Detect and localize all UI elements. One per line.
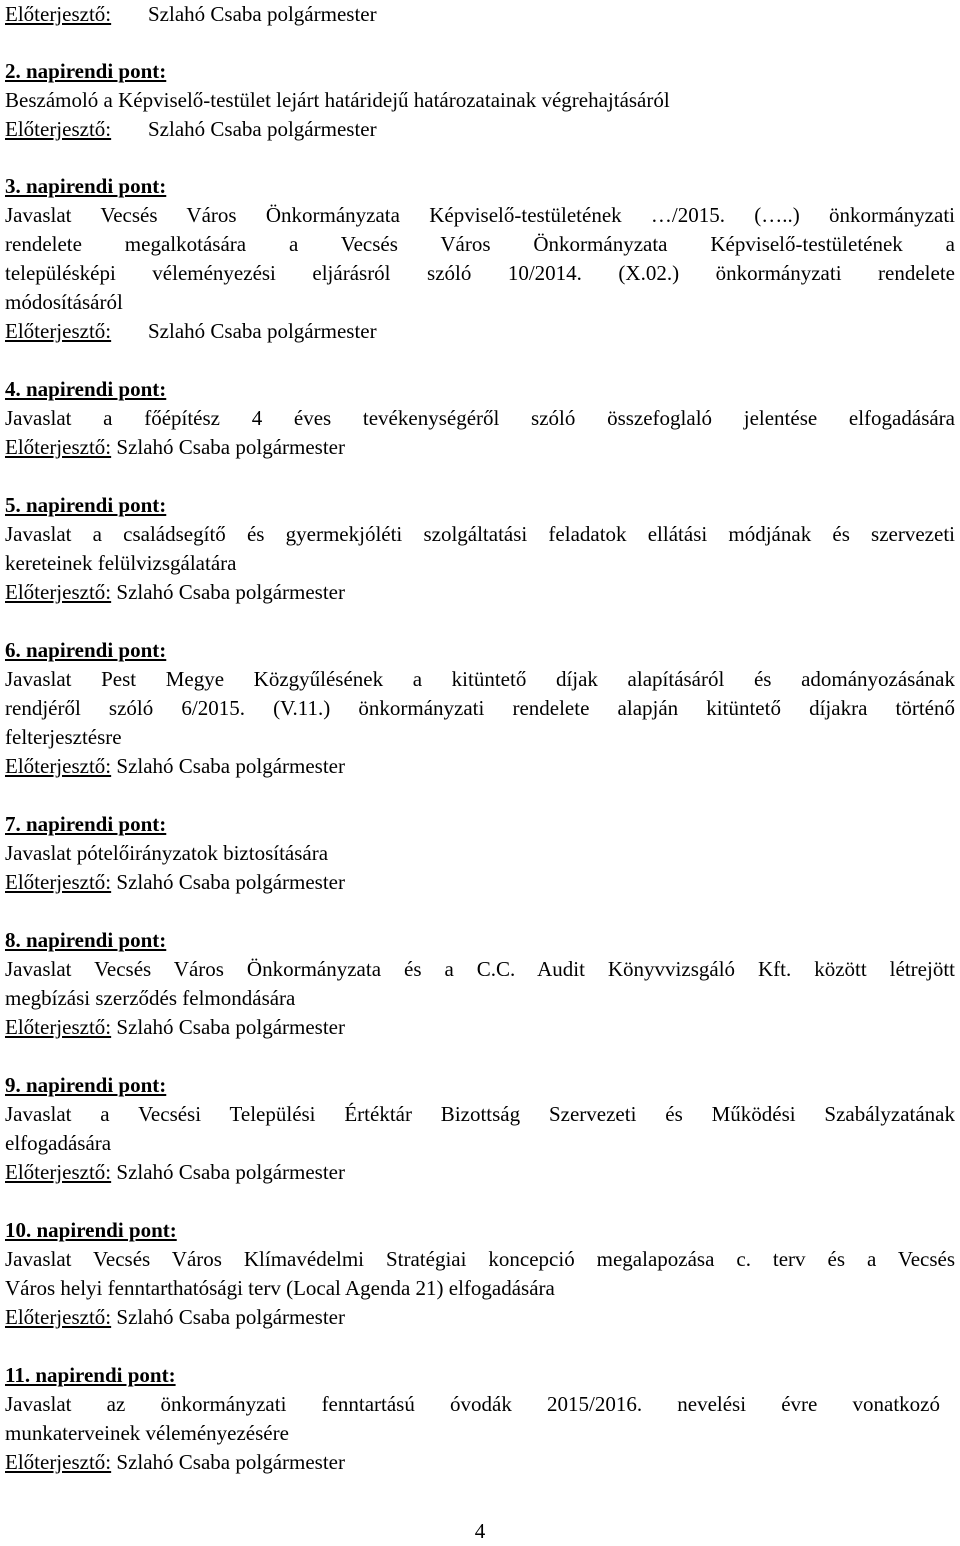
agenda-item-text: Javaslat Vecsés Város Klímavédelmi Stratégiai koncepció megalapozása c. terv és a Vecsés [5, 1247, 955, 1271]
presenter-name: Szlahó Csaba polgármester [116, 1305, 345, 1329]
presenter-label: Előterjesztő: [5, 319, 112, 343]
presenter-label: Előterjesztő: [5, 1450, 112, 1474]
agenda-item-heading: 5. napirendi pont: [5, 493, 167, 517]
agenda-item-text: Javaslat Vecsés Város Önkormányzata és a C.C. Audit Könyvvizsgáló Kft. között létrejött [5, 957, 955, 981]
presenter-label: Előterjesztő: [5, 1015, 112, 1039]
presenter-name: Szlahó Csaba polgármester [116, 580, 345, 604]
presenter-label: Előterjesztő: [5, 754, 112, 778]
agenda-item-heading: 10. napirendi pont: [5, 1218, 177, 1242]
agenda-item-heading: 3. napirendi pont: [5, 174, 167, 198]
agenda-item [5, 1216, 955, 1332]
agenda-item-text: módosításáról [5, 290, 123, 314]
agenda-item [5, 810, 955, 897]
presenter-name: Szlahó Csaba polgármester [148, 2, 377, 26]
agenda-item-text: Javaslat Vecsés Város Önkormányzata Képviselő-testületének …/2015. (…..) önkormányzati [5, 203, 955, 227]
agenda-item [5, 1361, 955, 1477]
agenda-item [5, 57, 955, 144]
presenter-line [5, 578, 955, 607]
agenda-item-text: Javaslat Pest Megye Közgyűlésének a kitüntető díjak alapításáról és adományozásának [5, 667, 955, 691]
presenter-line [5, 752, 955, 781]
presenter-name: Szlahó Csaba polgármester [116, 754, 345, 778]
presenter-line [5, 1158, 955, 1187]
presenter-name: Szlahó Csaba polgármester [116, 1015, 345, 1039]
agenda-item-text: kereteinek felülvizsgálatára [5, 551, 237, 575]
agenda-item-heading: 7. napirendi pont: [5, 812, 167, 836]
agenda-item-text: felterjesztésre [5, 725, 122, 749]
presenter-line [5, 1013, 955, 1042]
agenda-item-text: rendjéről szóló 6/2015. (V.11.) önkormányzati rendelete alapján kitüntető díjakra történő [5, 696, 955, 720]
presenter-label: Előterjesztő: [5, 1160, 112, 1184]
agenda-item-text: munkaterveinek véleményezésére [5, 1421, 289, 1445]
agenda-item-heading: 9. napirendi pont: [5, 1073, 167, 1097]
agenda-item-text: Javaslat a családsegítő és gyermekjóléti szolgáltatási feladatok ellátási módjának és szervezeti [5, 522, 955, 546]
presenter-line [5, 317, 955, 346]
agenda-item [5, 1071, 955, 1187]
agenda-item-text: rendelete megalkotására a Vecsés Város Önkormányzata Képviselő-testületének a [5, 232, 955, 256]
agenda-item-text: Javaslat a Vecsési Települési Értéktár Bizottság Szervezeti és Működési Szabályzatának [5, 1102, 955, 1126]
presenter-name: Szlahó Csaba polgármester [116, 870, 345, 894]
agenda-item-text: Javaslat a főépítész 4 éves tevékenységéről szóló összefoglaló jelentése elfogadására [5, 406, 955, 430]
agenda-item-text: Város helyi fenntarthatósági terv (Local Agenda 21) elfogadására [5, 1276, 555, 1300]
presenter-name: Szlahó Csaba polgármester [116, 435, 345, 459]
agenda-item-heading: 8. napirendi pont: [5, 928, 167, 952]
presenter-line [5, 1448, 955, 1477]
presenter-name: Szlahó Csaba polgármester [116, 1160, 345, 1184]
agenda-item [5, 926, 955, 1042]
agenda-item [5, 172, 955, 346]
presenter-line [5, 868, 955, 897]
presenter-label: Előterjesztő: [5, 580, 112, 604]
presenter-line [5, 1303, 955, 1332]
agenda-item-text: Beszámoló a Képviselő-testület lejárt határidejű határozatainak végrehajtásáról [5, 88, 670, 112]
presenter-label: Előterjesztő: [5, 870, 112, 894]
agenda-item-heading: 6. napirendi pont: [5, 638, 167, 662]
presenter-name: Szlahó Csaba polgármester [148, 117, 377, 141]
agenda-item-text: településképi véleményezési eljárásról szóló 10/2014. (X.02.) önkormányzati rendelete [5, 261, 955, 285]
presenter-label: Előterjesztő: [5, 117, 112, 141]
agenda-item [5, 491, 955, 607]
agenda-item-text: Javaslat pótelőirányzatok biztosítására [5, 841, 329, 865]
agenda-item [5, 375, 955, 462]
agenda-item-text: Javaslat az önkormányzati fenntartású óvodák 2015/2016. nevelési évre vonatkozó [5, 1392, 940, 1416]
agenda-item-text: elfogadására [5, 1131, 112, 1155]
presenter-line [5, 433, 955, 462]
presenter-line [5, 0, 377, 29]
presenter-label: Előterjesztő: [5, 435, 112, 459]
agenda-item-heading: 11. napirendi pont: [5, 1363, 176, 1387]
agenda-item-heading: 4. napirendi pont: [5, 377, 167, 401]
presenter-label: Előterjesztő: [5, 2, 112, 26]
agenda-item-text: megbízási szerződés felmondására [5, 986, 296, 1010]
presenter-name: Szlahó Csaba polgármester [148, 319, 377, 343]
page-number: 4 [474, 1519, 486, 1543]
presenter-label: Előterjesztő: [5, 1305, 112, 1329]
presenter-line [5, 115, 955, 144]
agenda-item-heading: 2. napirendi pont: [5, 59, 167, 83]
presenter-name: Szlahó Csaba polgármester [116, 1450, 345, 1474]
agenda-item [5, 636, 955, 781]
